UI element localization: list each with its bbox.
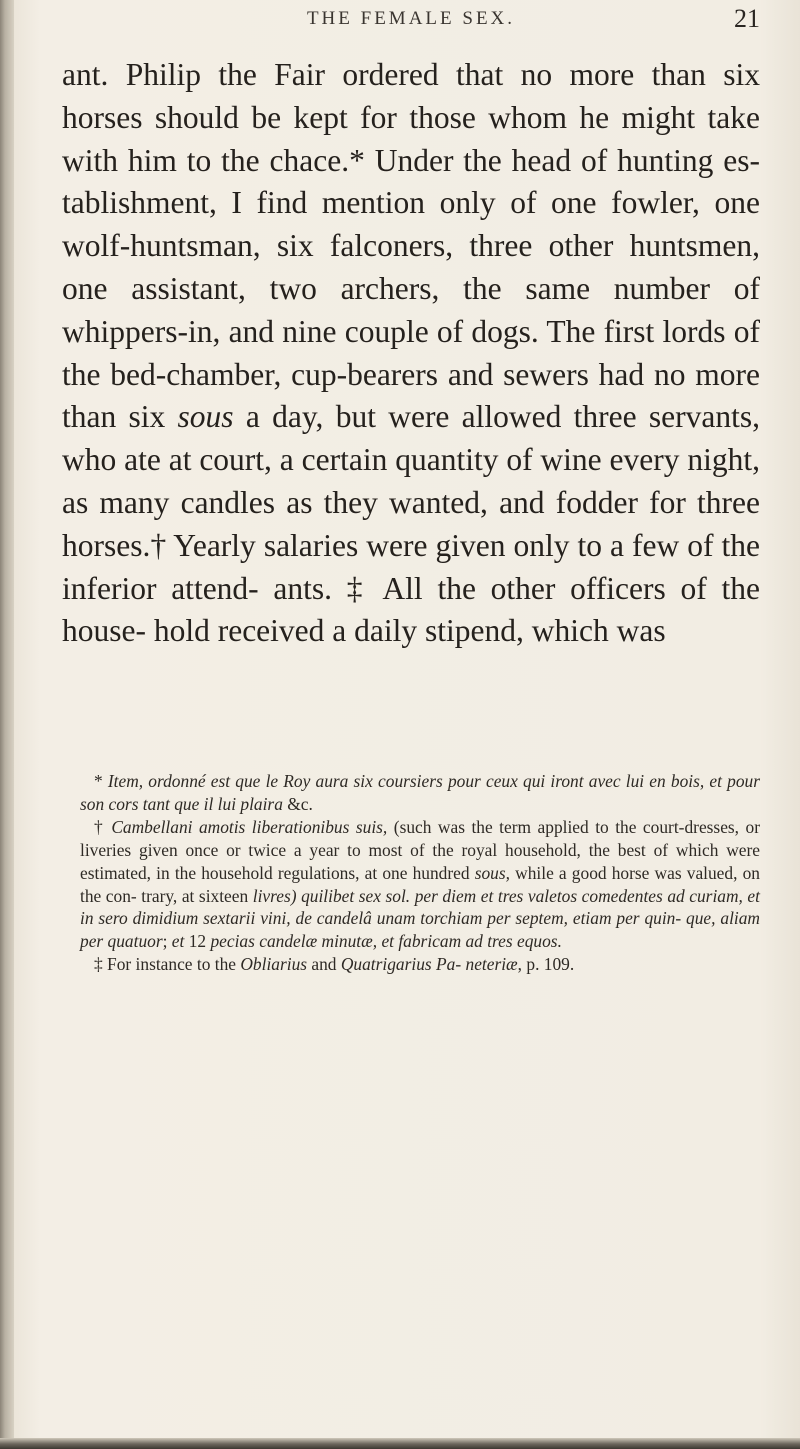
footnote-ref-double-dagger: ‡ — [346, 570, 370, 606]
footnote-ref-dagger: † — [150, 527, 167, 563]
main-text — [62, 54, 760, 653]
footnote-ref-star: * — [349, 142, 365, 178]
page-header — [62, 0, 760, 50]
running-head: THE FEMALE SEX. — [306, 8, 516, 29]
page-gutter-shadow — [0, 0, 14, 1449]
footnote-2: † Cambellani amotis liberationibus suis, (such was the term applied to the court-dresses, or liveries given once or twice a year to most of the royal household, the best of which were estimated, in the household regulations, at one hundred sous, while a good horse was valued, on the con- trary, at sixteen livres) quilibet sex sol. per diem et tres valetos comedentes ad curiam, et in sero dimidium sextarii vini, de candelâ unam torchiam per septem, etiam per quin- que, aliam per quatuor; et 12 pecias candelæ minutæ, et fabricam ad tres equos. — [80, 816, 760, 952]
page-number: 21 — [734, 4, 760, 33]
footnotes — [80, 770, 760, 976]
page-bottom-edge — [0, 1438, 800, 1449]
main-paragraph: ant. Philip the Fair ordered that no more than six horses should be kept for those whom he might take with him to the chace.* Under the head of hunting es- tablishment, I find mention only of one fowler, one wolf-huntsman, six falconers, three other huntsmen, one assistant, two archers, the same number of whippers-in, and nine couple of dogs. The first lords of the bed-chamber, cup-bearers and sewers had no more than six sous a day, but were allowed three servants, who ate at court, a certain quantity of wine every night, as many candles as they wanted, and fodder for three horses.† Yearly salaries were given only to a few of the inferior attend- ants. ‡ All the other officers of the house- hold received a daily stipend, which was — [62, 57, 761, 649]
footnote-3: ‡ For instance to the Obliarius and Quatrigarius Pa- neteriæ, p. 109. — [94, 954, 575, 975]
footnote-1: * Item, ordonné est que le Roy aura six coursiers pour ceux qui iront avec lui en bois, et pour son cors tant que il lui plaira &c. — [80, 771, 760, 814]
italic-term-sous: sous — [177, 399, 234, 435]
